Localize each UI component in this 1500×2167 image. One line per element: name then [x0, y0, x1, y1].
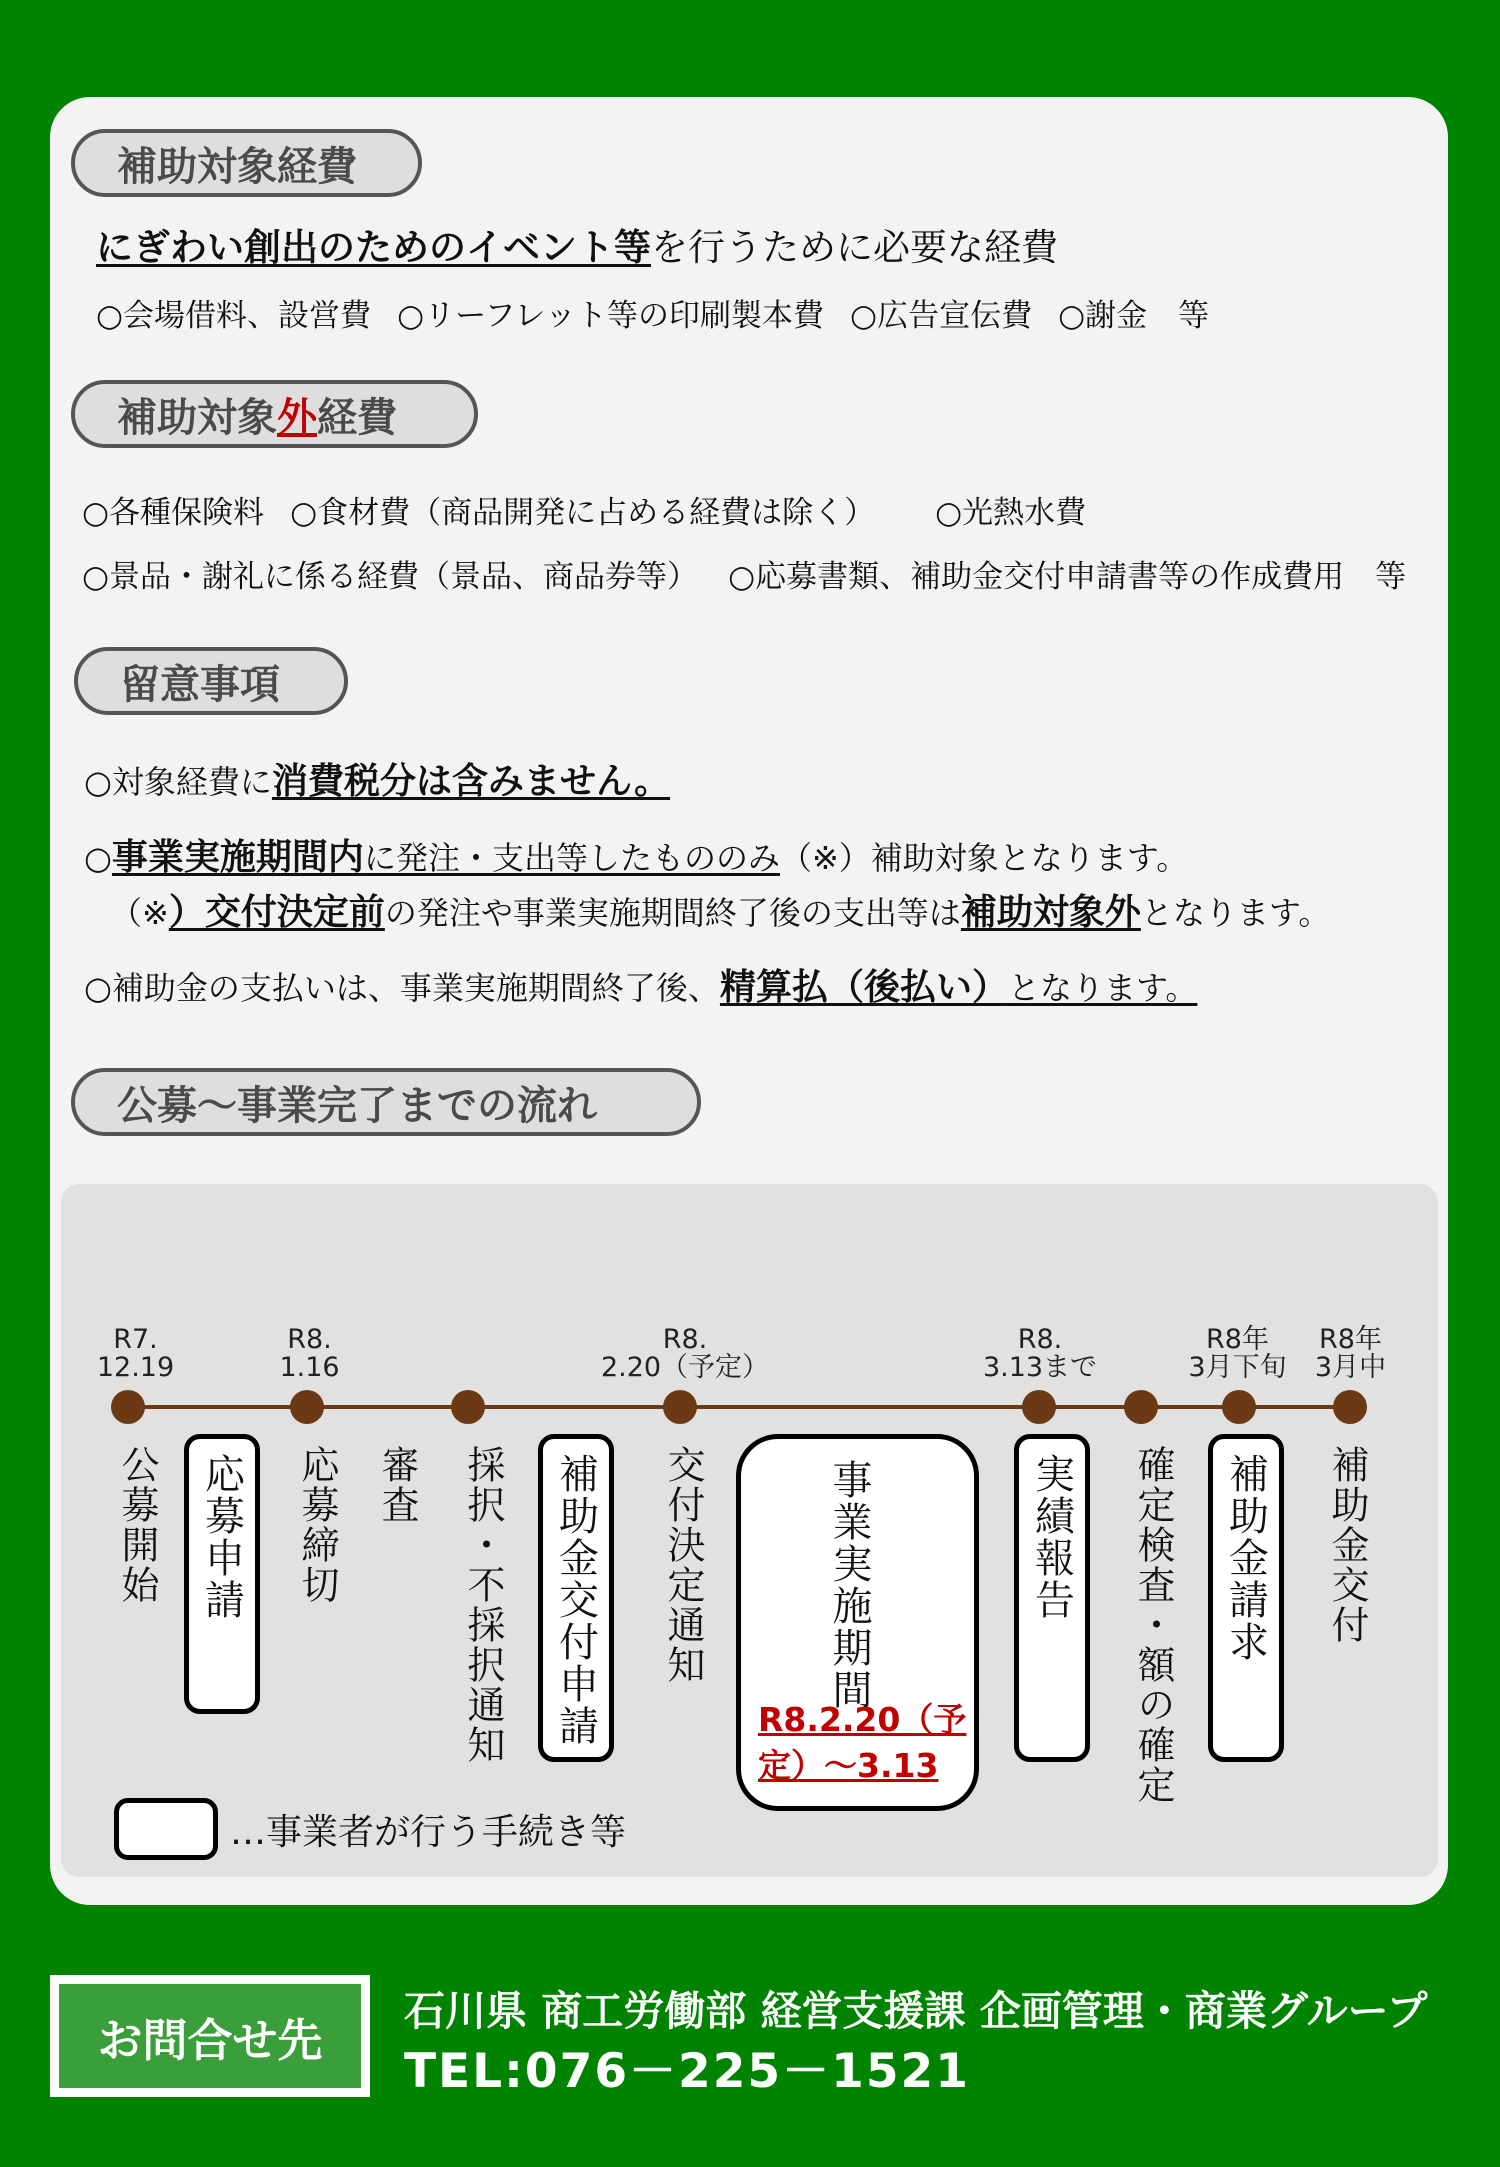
ineligible-row2: ○景品・謝礼に係る経費（景品、商品券等） ○応募書類、補助金交付申請書等の作成費用 等 — [82, 559, 1407, 595]
timeline-dot — [111, 1390, 145, 1424]
note-1: ○対象経費に消費税分は含みません。 — [84, 761, 671, 802]
timeline-dot — [1222, 1390, 1256, 1424]
step-box: 補助金請求 — [1208, 1434, 1284, 1762]
eligible-item: ○広告宣伝費 — [850, 298, 1033, 334]
timeline-dot — [1124, 1390, 1158, 1424]
step-label: 応募締切 — [295, 1445, 339, 1605]
note-3: （※）交付決定前の発注や事業実施期間終了後の支出等は補助対象外となります。 — [110, 892, 1331, 933]
date-label: R8. 1.16 — [279, 1324, 340, 1383]
timeline-dot — [1022, 1390, 1056, 1424]
eligible-lead: にぎわい創出のためのイベント等を行うために必要な経費 — [96, 226, 1058, 269]
contact-label: お問合せ先 — [50, 1975, 370, 2097]
ineligible-heading: 補助対象外経費 — [71, 380, 478, 448]
step-box: 補助金交付申請 — [538, 1434, 614, 1762]
timeline-dot — [1333, 1390, 1367, 1424]
step-label: 公募開始 — [115, 1445, 159, 1605]
step-label: 補助金交付 — [1325, 1445, 1369, 1645]
notes-heading: 留意事項 — [74, 647, 348, 715]
step-label: 交付決定通知 — [661, 1445, 705, 1685]
date-label: R8年 3月中 — [1314, 1324, 1387, 1383]
flow-heading: 公募～事業完了までの流れ — [71, 1068, 701, 1136]
eligible-items — [96, 290, 1209, 335]
timeline-dot — [290, 1390, 324, 1424]
contact-department: 石川県 商工労働部 経営支援課 企画管理・商業グループ — [404, 1987, 1428, 2035]
timeline-dot — [451, 1390, 485, 1424]
eligible-item: ○リーフレット等の印刷製本費 — [397, 298, 825, 334]
ineligible-row1: ○各種保険料 ○食材費（商品開発に占める経費は除く） ○光熱水費 — [82, 495, 1087, 531]
eligible-item: ○会場借料、設営費 — [96, 298, 372, 334]
step-label: 審査 — [375, 1445, 419, 1525]
timeline-dot — [663, 1390, 697, 1424]
note-2: ○事業実施期間内に発注・支出等したもののみ（※）補助対象となります。 — [84, 837, 1189, 878]
date-label: R8. 3.13まで — [982, 1324, 1098, 1383]
contact-phone[interactable]: TEL:076－225－1521 — [404, 2044, 970, 2099]
eligible-item: ○謝金 等 — [1058, 298, 1210, 334]
eligible-heading: 補助対象経費 — [71, 129, 422, 197]
legend-text: …事業者が行う手続き等 — [230, 1812, 627, 1853]
step-label: 確定検査・額の確定 — [1131, 1445, 1175, 1805]
step-box: 実績報告 — [1014, 1434, 1090, 1762]
date-label: R7. 12.19 — [96, 1324, 175, 1383]
project-period-date: R8.2.20（予定）～3.13 — [758, 1700, 967, 1785]
date-label: R8年 3月下旬 — [1188, 1324, 1287, 1383]
note-4: ○補助金の支払いは、事業実施期間終了後、精算払（後払い）となります。 — [84, 967, 1198, 1008]
step-box: 応募申請 — [184, 1434, 260, 1714]
date-label: R8. 2.20（予定） — [600, 1324, 770, 1383]
project-period-box: 事業実施期間 R8.2.20（予定）～3.13 — [736, 1434, 979, 1811]
legend-box — [114, 1798, 218, 1860]
step-label: 採択・不採択通知 — [461, 1445, 505, 1765]
